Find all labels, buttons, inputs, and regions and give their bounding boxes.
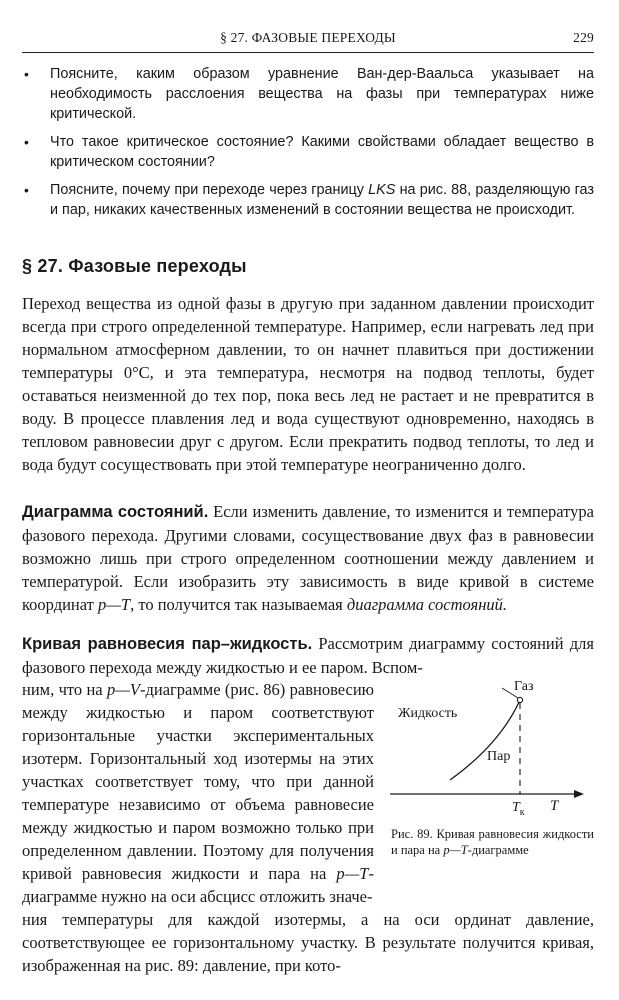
- coords-label: p—T: [98, 595, 131, 614]
- question-text-after: на рис. 88, разделяющую газ и пар, никаких качественных изменений в состоянии вещества не происходит.: [50, 182, 594, 218]
- question-text: Что такое критическое состояние? Какими свойствами обладает вещество в критическом состоянии?: [50, 134, 594, 170]
- coords-label: p—V: [106, 680, 140, 699]
- paragraph-equilibrium-tail: ния температуры для каждой изотермы, а на оси ординат давление, соответствующее ее горизонтальному участку. В результате получится кривая, изображенная на рис. 89: давление, при кото-: [22, 910, 594, 975]
- caption-italic: p—T: [443, 843, 468, 857]
- critical-point: [517, 697, 522, 702]
- paragraph-text: -диаграмме (рис. 86) равновесию между жидкостью и паром соответствуют горизонтальные участки экспериментальных изотерм. Горизонтальный ход изотермы на этих участках соответствует тому, что при данной температуре независимо от объема равновесие между жидкостью и паром возможно только при определенном давлении. Поэтому для получения кривой равновесия жидкости и пара на: [22, 680, 375, 883]
- tk-subscript: к: [519, 806, 525, 818]
- figure-caption: [391, 826, 594, 858]
- temperature-axis-label: T: [550, 798, 559, 814]
- paragraph-equilibrium-wrapped: [22, 678, 374, 908]
- question-item: [22, 64, 594, 124]
- gas-label: Газ: [514, 679, 534, 694]
- question-text-before: Поясните, почему при переходе через границу: [50, 182, 369, 198]
- question-item: [22, 180, 594, 220]
- paragraph-text: ним, что на: [22, 680, 107, 699]
- question-text-italic: LKS: [368, 182, 396, 198]
- paragraph-heading: Диаграмма состояний.: [22, 503, 209, 521]
- paragraph-phase-transition: Переход вещества из одной фазы в другую при заданном давлении происходит всегда при строго определенной температуре. Например, если нагревать лед при нормальном атмосферном давлении, то он начнет плавиться при достижении температуры 0°С, и эта температура, несмотря на подвод теплоты, будет оставаться неизменной до тех пор, пока весь лед не растает и не превратится в воду. В процессе плавления лед и вода существуют одновременно, находясь в тепловом равновесии друг с другом. Если прекратить подвод теплоты, то лед и вода будут сосуществовать при этой температуре неограниченно долго.: [22, 294, 594, 474]
- caption-text: Рис. 89. Кривая равновесия жидкости и пара на: [391, 827, 594, 857]
- paragraph-text: Если изменить давление, то изменится и температура фазового перехода. Другими словами, сосуществование двух фаз в равновесии возможно лишь при строго определенном соотношении между давлением и температурой. Если изобразить эту зависимость в виде кривой в системе координат: [22, 502, 595, 614]
- paragraph-text: Рассмотрим диаграмму состояний для фазового перехода между жидкостью и ее паром. Вспом-: [22, 634, 594, 677]
- liquid-label: Жидкость: [398, 706, 458, 721]
- running-title: § 27. ФАЗОВЫЕ ПЕРЕХОДЫ: [220, 30, 396, 45]
- page-header: [22, 30, 594, 50]
- bullet-icon: •: [24, 66, 29, 82]
- caption-text: -диаграмме: [467, 843, 529, 857]
- paragraph-text: -диаграмме нужно на оси абсцисс отложить значе-: [22, 864, 374, 906]
- figure-89: [388, 676, 594, 886]
- question-item: [22, 132, 594, 172]
- term-label: диаграмма состояний.: [346, 595, 508, 614]
- paragraph-heading: Кривая равновесия пар–жидкость.: [22, 635, 313, 653]
- question-text: Поясните, каким образом уравнение Ван-дер-Ваальса указывает на необходимость расслоения вещества на фазы при температурах ниже критической.: [50, 66, 594, 122]
- section-title: § 27. Фазовые переходы: [22, 256, 247, 276]
- equilibrium-curve: [450, 700, 520, 780]
- critical-temperature-label: [512, 800, 525, 818]
- bullet-icon: •: [24, 182, 29, 198]
- paragraph-equilibrium-head: [22, 632, 594, 679]
- vapor-label: Пар: [487, 749, 511, 764]
- axis-arrow-icon: [574, 790, 584, 798]
- tk-letter: T: [512, 800, 520, 815]
- coords-label: p—T: [336, 864, 369, 883]
- header-rule: [22, 52, 594, 53]
- review-questions: [22, 64, 594, 228]
- bullet-icon: •: [24, 134, 29, 150]
- page-number: 229: [573, 30, 594, 45]
- paragraph-text: , то получится так называемая: [130, 595, 347, 614]
- paragraph-phase-diagram: [22, 500, 594, 616]
